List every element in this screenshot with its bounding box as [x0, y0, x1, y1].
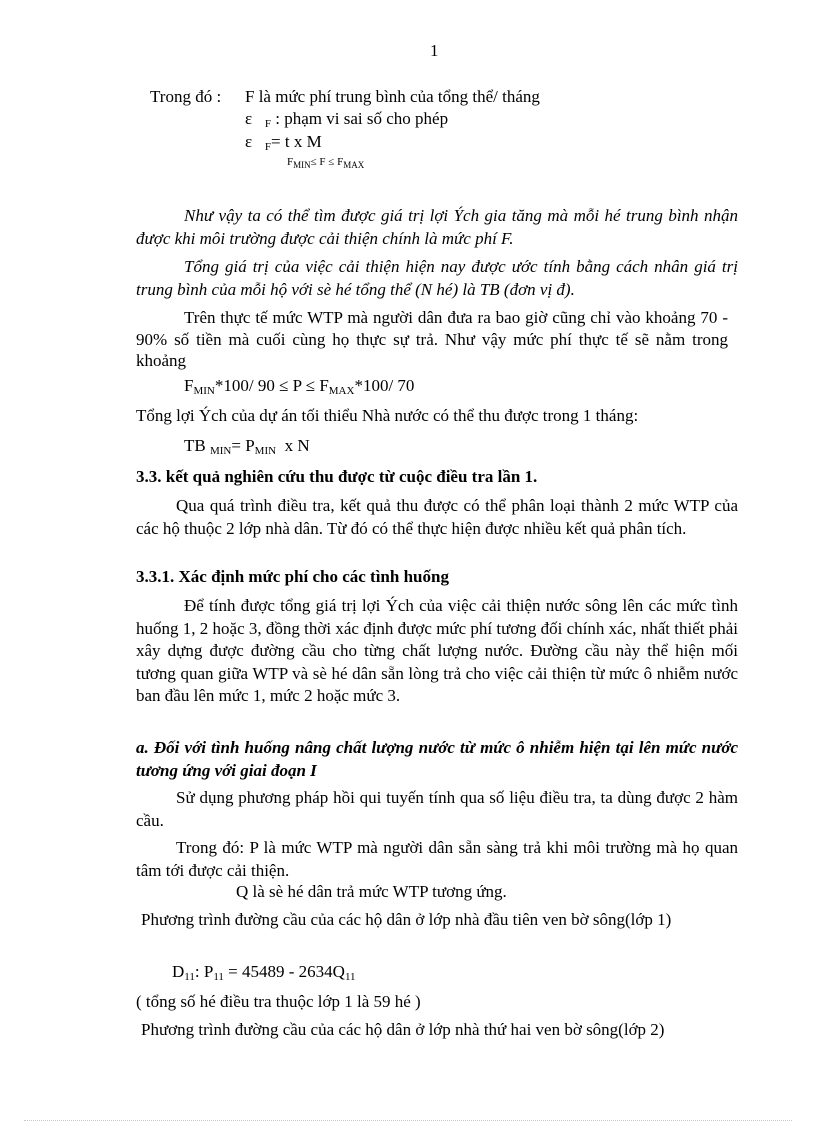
tb-tail: x N: [284, 436, 310, 455]
paragraph-demand-eq-2: Phương trình đường cầu của các hộ dân ở lớp nhà thứ hai ven bờ sông(lớp 2): [141, 1020, 665, 1039]
fmax-subscript: MAX: [328, 385, 355, 397]
page-number: 1: [430, 41, 439, 60]
paragraph-demand-eq-1: Phương trình đường cầu của các hộ dân ở lớp nhà đầu tiên ven bờ sông(lớp 1): [141, 910, 672, 929]
paragraph-total-benefit: Tổng lợi Ých của dự án tối thiểu Nhà nước có thể thu được trong 1 tháng:: [136, 406, 639, 425]
epsilon-symbol-2: ε: [245, 132, 253, 151]
d11-rhs: = 45489 - 2634Q: [223, 962, 345, 981]
epsilon-symbol: ε: [245, 109, 253, 128]
fmin-f: F: [287, 156, 294, 168]
fmin-symbol: F: [184, 376, 194, 395]
epsilon-eq: = t x M: [271, 132, 322, 151]
heading-section-3-3-1: 3.3.1. Xác định mức phí cho các tình huống: [136, 567, 449, 586]
heading-situation-a: a. Đối với tình huống nâng chất lượng nước từ mức ô nhiễm hiện tại lên mức nước tương ứng với giai đoạn I: [136, 738, 738, 780]
p-range-mid: *100/ 90 ≤ P ≤ F: [214, 376, 329, 395]
paragraph-section-3-3: Qua quá trình điều tra, kết quả thu được có thể phân loại thành 2 mức WTP của các hộ thuộc 2 lớp nhà dân. Từ đó có thể thực hiện được nhiều kết quả phân tích.: [136, 496, 738, 538]
q-subscript: 11: [344, 971, 356, 983]
d-subscript: 11: [184, 971, 195, 983]
formula-intro: Trong đó :: [150, 87, 222, 106]
formula-f-range: [287, 151, 364, 176]
epsilon-desc: : phạm vi sai số cho phép: [275, 109, 449, 128]
fmin-subscript: MIN: [193, 385, 215, 397]
fmax-sub: MAX: [343, 160, 365, 170]
d11-mid: : P: [194, 962, 214, 981]
f-subscript: F: [264, 118, 272, 130]
note-sample-size: ( tổng số hé điều tra thuộc lớp 1 là 59 hé ): [136, 992, 421, 1011]
fmin-sub: MIN: [293, 160, 311, 170]
tb-subscript: MIN: [209, 445, 232, 457]
page-bottom-border: [24, 1120, 792, 1121]
heading-section-3-3: 3.3. kết quả nghiên cứu thu được từ cuộc điều tra lần 1.: [136, 467, 538, 486]
paragraph-section-3-3-1: Để tính được tổng giá trị lợi Ých của việc cải thiện nước sông lên các mức tình huống 1, 2 hoặc 3, đồng thời xác định được mức phí tương đối chính xác, nhất thiết phải xây dựng được đường cầu cho từng chất lượng nước. Đường cầu này thể hiện mối tương quan giữa WTP và sè hé dân sẵn lòng trả cho việc cải thiện từ mức ô nhiễm nước ban đầu lên mức 1, mức 2 hoặc mức 3.: [136, 596, 738, 706]
p-range-tail: *100/ 70: [354, 376, 415, 395]
pmin-subscript: MIN: [254, 445, 277, 457]
paragraph-regression: Sử dụng phương pháp hồi qui tuyến tính qua số liệu điều tra, ta dùng được 2 hàm cầu.: [136, 788, 738, 830]
paragraph-where-q: Q là sè hé dân trả mức WTP tương ứng.: [236, 882, 507, 901]
d-symbol: D: [172, 962, 185, 981]
f-subscript-2: F: [264, 141, 272, 153]
formula-def-f: F là mức phí trung bình của tổng thể/ tháng: [245, 87, 540, 106]
paragraph-wtp: Trên thực tế mức WTP mà người dân đưa ra bao giờ cũng chỉ vào khoảng 70 - 90% số tiền mà cuối cùng họ thực sự trả. Như vậy mức phí thực tế sẽ nằm trong khoảng: [136, 308, 728, 370]
formula-tb-min: [184, 435, 310, 462]
tb-symbol: TB: [184, 436, 206, 455]
p-subscript: 11: [213, 971, 224, 983]
paragraph-where-p: Trong đó: P là mức WTP mà người dân sẵn sàng trả khi môi trường mà họ quan tâm tới được cải thiện.: [136, 838, 738, 880]
paragraph-benefit-italic: Như vậy ta có thể tìm được giá trị lợi Ých gia tăng mà mỗi hé trung bình nhận được khi môi trường được cải thiện chính là mức phí F.: [136, 206, 738, 248]
paragraph-total-value-italic: Tổng giá trị của việc cải thiện hiện nay được ước tính bằng cách nhân giá trị trung bình của mỗi hộ với sè hé tổng thể (N hé) là TB (đơn vị đ).: [136, 257, 738, 299]
formula-d11: [172, 961, 356, 988]
formula-p-range: [184, 375, 414, 402]
range-mid: ≤ F ≤ F: [310, 156, 344, 168]
tb-eq: = P: [231, 436, 255, 455]
